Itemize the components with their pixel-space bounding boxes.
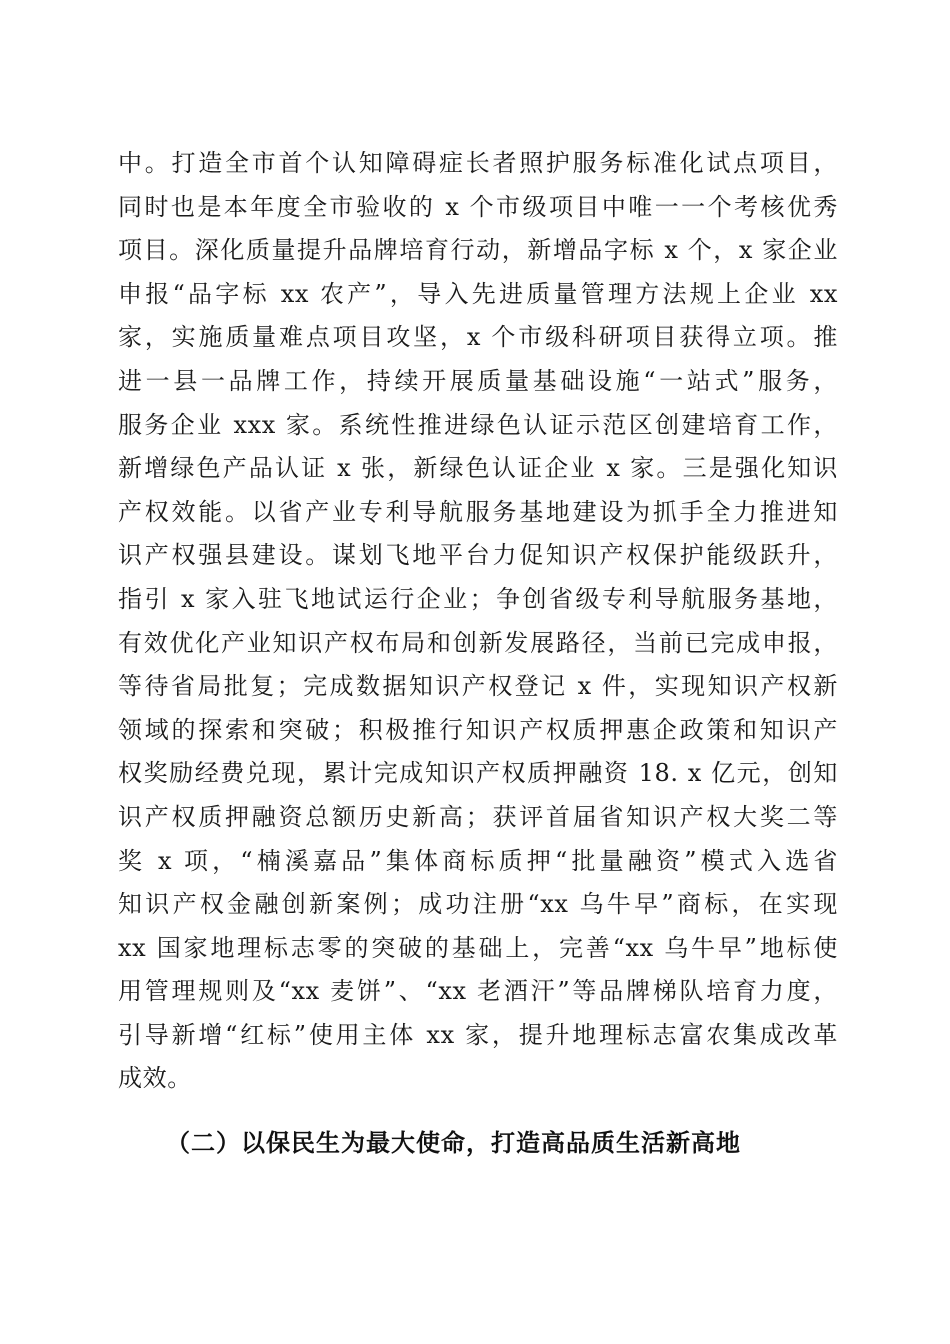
paragraph-line: 同时也是本年度全市验收的 x 个市级项目中唯一一个考核优秀 bbox=[118, 192, 838, 221]
paragraph-line: 成效。 bbox=[118, 1064, 192, 1093]
paragraph-line: 识产权质押融资总额历史新高；获评首届省知识产权大奖二等 bbox=[118, 802, 838, 831]
paragraph-line: 用管理规则及“xx 麦饼”、“xx 老酒汗”等品牌梯队培育力度， bbox=[118, 977, 838, 1006]
paragraph-line: 指引 x 家入驻飞地试运行企业；争创省级专利导航服务基地， bbox=[118, 584, 838, 613]
paragraph-line: 权奖励经费兑现，累计完成知识产权质押融资 18. x 亿元，创知 bbox=[118, 759, 838, 788]
paragraph-line: 有效优化产业知识产权布局和创新发展路径，当前已完成申报， bbox=[118, 628, 838, 657]
paragraph-line: 申报“品字标 xx 农产”，导入先进质量管理方法规上企业 xx bbox=[118, 279, 838, 308]
paragraph-line: xx 国家地理标志零的突破的基础上，完善“xx 乌牛早”地标使 bbox=[118, 933, 838, 962]
paragraph-line: 知识产权金融创新案例；成功注册“xx 乌牛早”商标，在实现 bbox=[118, 890, 838, 919]
paragraph-line: 等待省局批复；完成数据知识产权登记 x 件，实现知识产权新 bbox=[118, 672, 838, 701]
paragraph-line: 领域的探索和突破；积极推行知识产权质押惠企政策和知识产 bbox=[118, 715, 838, 744]
paragraph-line: 奖 x 项，“楠溪嘉品”集体商标质押“批量融资”模式入选省 bbox=[118, 846, 838, 875]
paragraph-line: 中。打造全市首个认知障碍症长者照护服务标准化试点项目， bbox=[118, 149, 838, 177]
paragraph-line: 进一县一品牌工作，持续开展质量基础设施“一站式”服务， bbox=[118, 366, 838, 395]
body-paragraph bbox=[118, 142, 838, 1101]
section-heading: （二）以保民生为最大使命，打造高品质生活新高地 bbox=[166, 1128, 741, 1157]
paragraph-line: 新增绿色产品认证 x 张，新绿色认证企业 x 家。三是强化知识 bbox=[118, 454, 838, 483]
paragraph-line: 识产权强县建设。谋划飞地平台力促知识产权保护能级跃升， bbox=[118, 541, 838, 570]
paragraph-line: 产权效能。以省产业专利导航服务基地建设为抓手全力推进知 bbox=[118, 497, 838, 526]
paragraph-line: 引导新增“红标”使用主体 xx 家，提升地理标志富农集成改革 bbox=[118, 1020, 838, 1049]
paragraph-line: 服务企业 xxx 家。系统性推进绿色认证示范区创建培育工作， bbox=[118, 410, 838, 439]
paragraph-line: 项目。深化质量提升品牌培育行动，新增品字标 x 个，x 家企业 bbox=[118, 236, 838, 265]
paragraph-line: 家，实施质量难点项目攻坚，x 个市级科研项目获得立项。推 bbox=[118, 323, 838, 352]
